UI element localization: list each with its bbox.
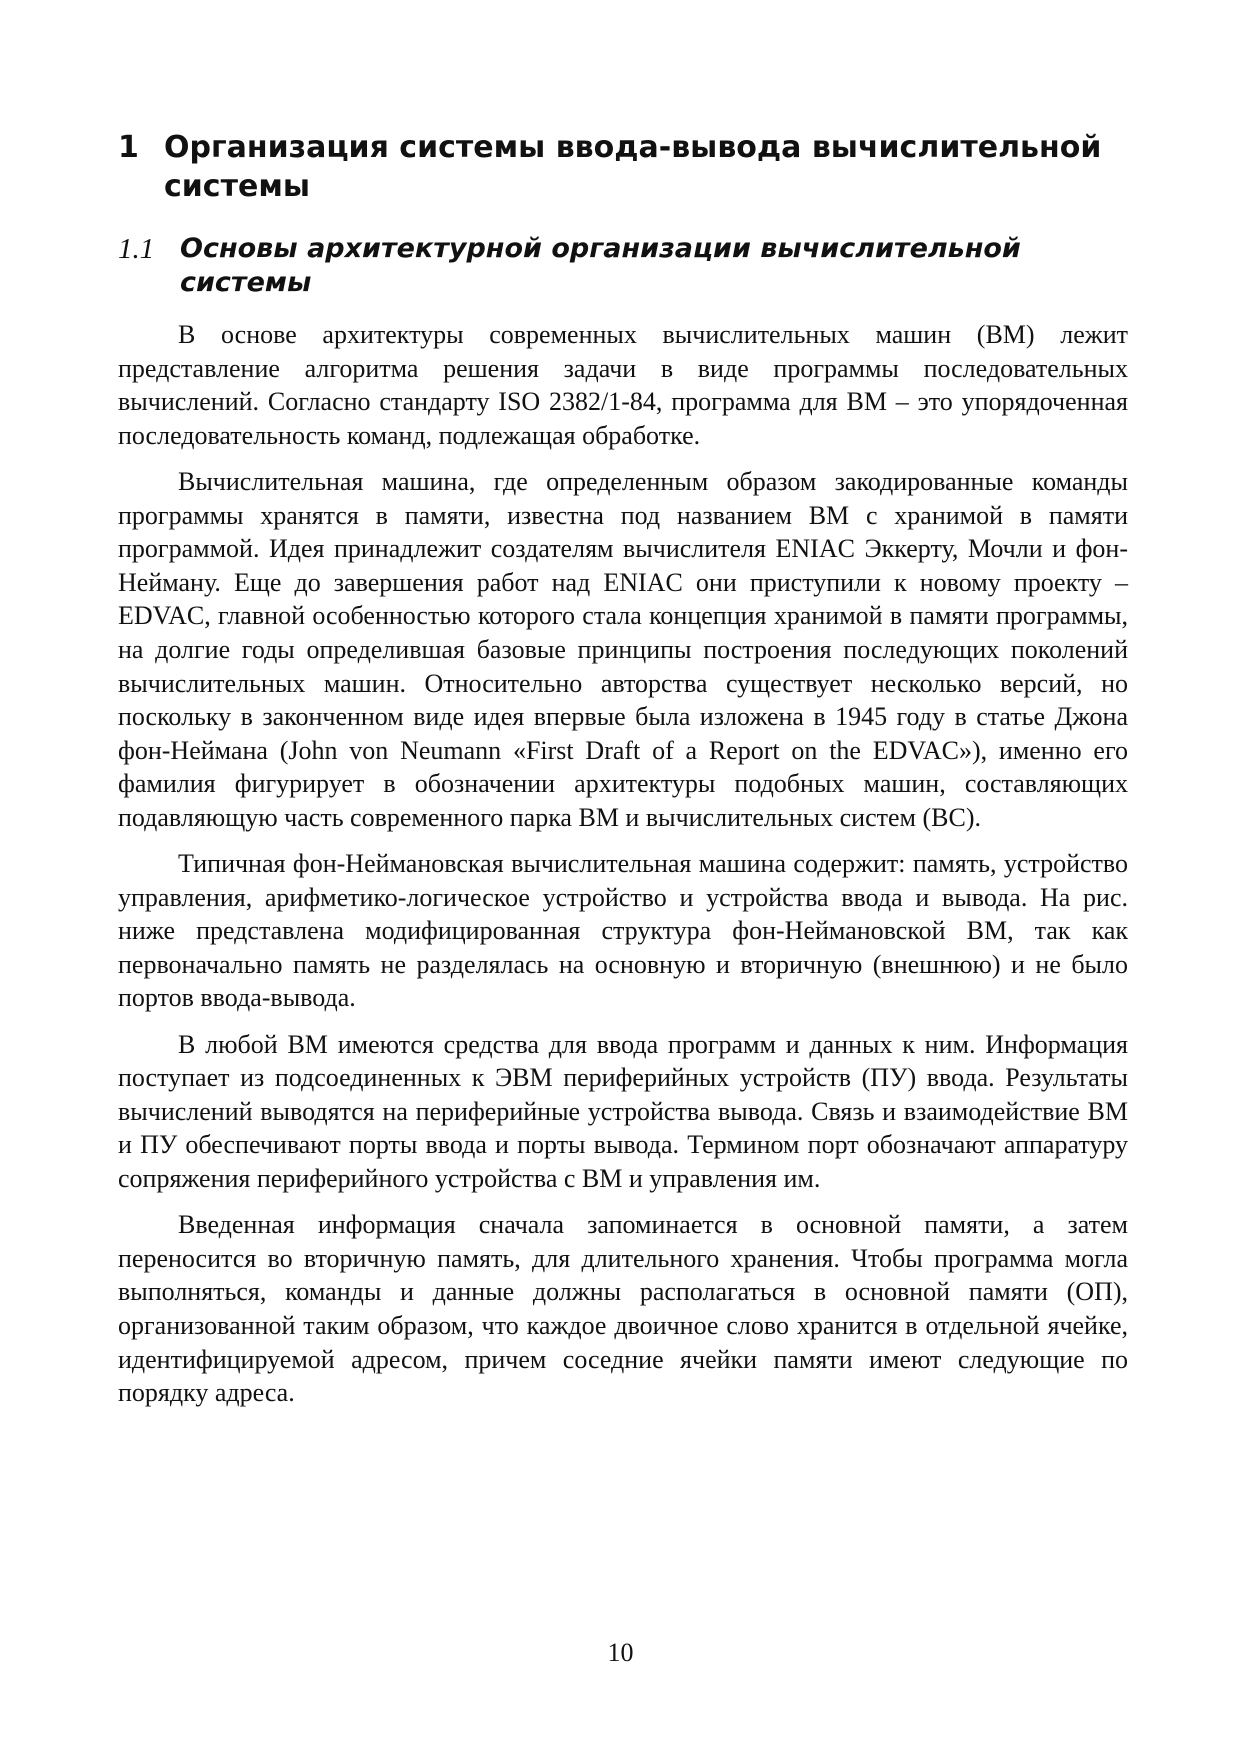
paragraph: В любой ВМ имеются средства для ввода программ и данных к ним. Информация поступает из подсоединенных к ЭВМ периферийных устройств (ПУ) ввода. Результаты вычислений выводятся на периферийные устройства вывода. Связь и взаимодействие ВМ и ПУ обеспечивают порты ввода и порты вывода. Термином порт обозначают аппаратуру сопряжения периферийного устройства с ВМ и управления им. bbox=[118, 1029, 1128, 1194]
chapter-title: Организация системы ввода-вывода вычислительной системы bbox=[164, 130, 1102, 204]
paragraph: Вычислительная машина, где определенным образом закодированные команды программы хранятся в памяти, известна под названием ВМ с хранимой в памяти программой. Идея принадлежит создателям вычислителя ENIAC Эккерту, Мочли и фон-Нейману. Еще до завершения работ над ENIAC они приступили к новому проекту – EDVAC, главной особенностью которого стала концепция хранимой в памяти программы, на долгие годы определившая базовые принципы построения последующих поколений вычислительных машин. Относительно авторства существует несколько версий, но поскольку в законченном виде идея впервые была изложена в 1945 году в статье Джона фон-Неймана (John von Neumann «First Draft of a Report on the EDVAC»), именно его фамилия фигурирует в обозначении архитектуры подобных машин, составляющих подавляющую часть современного парка ВМ и вычислительных систем (ВС). bbox=[118, 466, 1128, 832]
body-text bbox=[118, 318, 1128, 1422]
chapter-heading bbox=[118, 128, 1128, 206]
paragraph: Типичная фон-Неймановская вычислительная машина содержит: память, устройство управления, арифметико-логическое устройство и устройства ввода и вывода. На рис. ниже представлена модифицированная структура фон-Неймановской ВМ, так как первоначально память не разделялась на основную и вторичную (внешнюю) и не было портов ввода-вывода. bbox=[118, 849, 1128, 1013]
page-number: 10 bbox=[607, 1638, 634, 1667]
paragraph: В основе архитектуры современных вычислительных машин (ВМ) лежит представление алгоритма решения задачи в виде программы последовательных вычислений. Согласно стандарту ISO 2382/1-84, программа для ВМ – это упорядоченная последовательность команд, подлежащая обработке. bbox=[118, 320, 1128, 450]
section-number: 1.1 bbox=[118, 233, 155, 265]
chapter-number: 1 bbox=[118, 130, 139, 165]
section-title: Основы архитектурной организации вычислительной системы bbox=[180, 233, 1021, 298]
paragraph: Введенная информация сначала запоминается в основной памяти, а затем переносится во вторичную память, для длительного хранения. Чтобы программа могла выполняться, команды и данные должны располагаться в основной памяти (ОП), организованной таким образом, что каждое двоичное слово хранится в отдельной ячейке, идентифицируемой адресом, причем соседние ячейки памяти имеют следующие по порядку адреса. bbox=[118, 1210, 1128, 1408]
section-heading bbox=[118, 232, 1128, 300]
